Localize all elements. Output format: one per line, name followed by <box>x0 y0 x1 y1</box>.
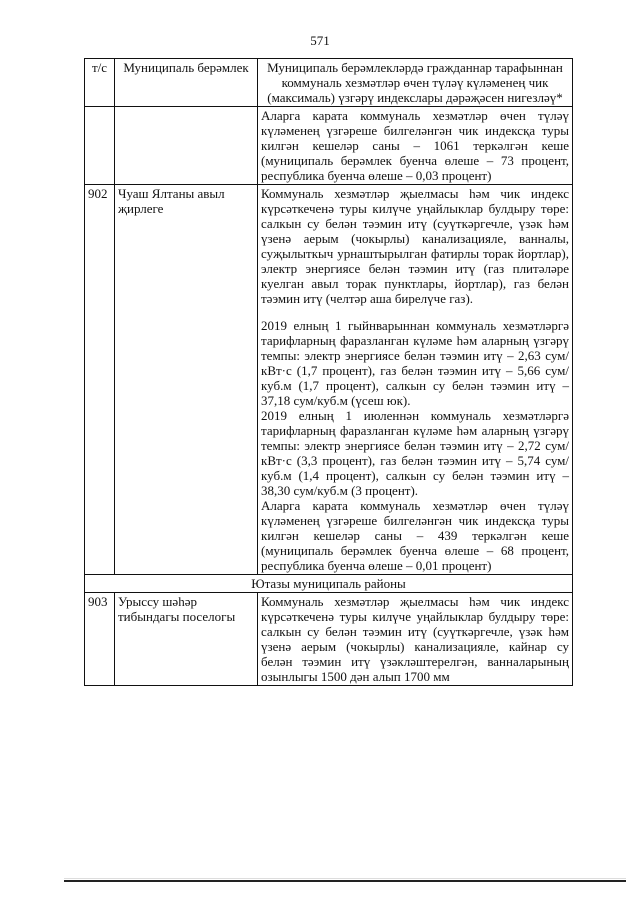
header-index-justification: Муниципаль берәмлекләрдә гражданнар тарафыннан коммуналь хезмәтләр өчен түләү күләменең чик (максималь) үзгәрү индекслары дәрәҗәсен нигезләү* <box>258 59 573 107</box>
table-header-row <box>85 59 573 107</box>
row-number: 903 <box>85 593 115 686</box>
paragraph: Аларга карата коммуналь хезмәтләр өчен түләү күләменең үзгәреше билгеләнгән чик индексқа туры килгән кешеләр саны – 1061 теркәлгән кеше (муниципаль берәмлек буенча өлеше – 73 процент, республика буенча өлеше – 0,03 процент) <box>261 108 569 183</box>
row-entity: Чуаш Ялтаны авыл җирлеге <box>115 185 258 575</box>
row-entity <box>115 107 258 185</box>
header-number: т/с <box>85 59 115 107</box>
section-header-row <box>85 575 573 593</box>
section-title: Ютазы муниципаль районы <box>85 575 573 593</box>
table-row <box>85 593 573 686</box>
row-entity: Урыссу шәһәр тибындагы поселогы <box>115 593 258 686</box>
paragraph: 2019 елның 1 гыйнварыннан коммуналь хезмәтләргә тарифларның фаразланган күләме һәм аларның үзгәрү темпы: электр энергиясе белән тәэмин итү – 2,63 сум/кВт·с (1,7 процент), газ белән тәэмин итү – 5,66 сум/куб.м (1,7 процент), салкын су белән тәэмин итү – 37,18 сум/куб.м (үсеш юк). <box>261 318 569 408</box>
table-row <box>85 107 573 185</box>
row-text <box>258 185 573 575</box>
page-number: 571 <box>310 33 330 48</box>
row-number: 902 <box>85 185 115 575</box>
row-text <box>258 107 573 185</box>
header-entity: Муниципаль берәмлек <box>115 59 258 107</box>
paragraph: Коммуналь хезмәтләр җыелмасы һәм чик индекс күрсәткеченә туры килүче уңайлыклар булдыру төре: салкын су белән тәэмин итү (суүткәргечле, үзәк һәм үзенә аерым (чокырлы) канализацияле, кайнар су белән тәэмин итү үзәкләштерелгән, ванналарының озынлыгы 1500 дән алып 1700 мм <box>261 594 569 684</box>
row-text <box>258 593 573 686</box>
paragraph-gap <box>261 306 569 318</box>
scan-edge-line <box>64 880 626 882</box>
scan-edge-shadow <box>64 878 626 879</box>
paragraph: Коммуналь хезмәтләр җыелмасы һәм чик индекс күрсәткеченә туры килүче уңайлыклар булдыру төре: салкын су белән тәэмин итү (суүткәргечле, үзәк һәм үзенә аерым (чокырлы) канализацияле, ванналы, суҗылыткыч урнаштырылган фатирлы торак йортлар), электр энергиясе белән тәэмин итү (газ плитәләре куелган авыл торак пунктлары, йортлар), газ белән тәэмин итү (челтәр аша бирелүче газ). <box>261 186 569 306</box>
table-row <box>85 185 573 575</box>
paragraph: 2019 елның 1 июленнән коммуналь хезмәтләргә тарифларның фаразланган күләме һәм аларның үзгәрү темпы: электр энергиясе белән тәэмин итү – 2,72 сум/кВт·с (3,3 процент), газ белән тәэмин итү – 5,74 сум/куб.м (1,4 процент), салкын су белән тәэмин итү – 38,30 сум/куб.м (3 процент). <box>261 408 569 498</box>
tariff-index-table <box>84 58 573 686</box>
paragraph: Аларга карата коммуналь хезмәтләр өчен түләү күләменең үзгәреше билгеләнгән чик индексқа туры килгән кешеләр саны – 439 теркәлгән кеше (муниципаль берәмлек буенча өлеше – 68 процент, республика буенча өлеше – 0,01 процент) <box>261 498 569 573</box>
row-number <box>85 107 115 185</box>
